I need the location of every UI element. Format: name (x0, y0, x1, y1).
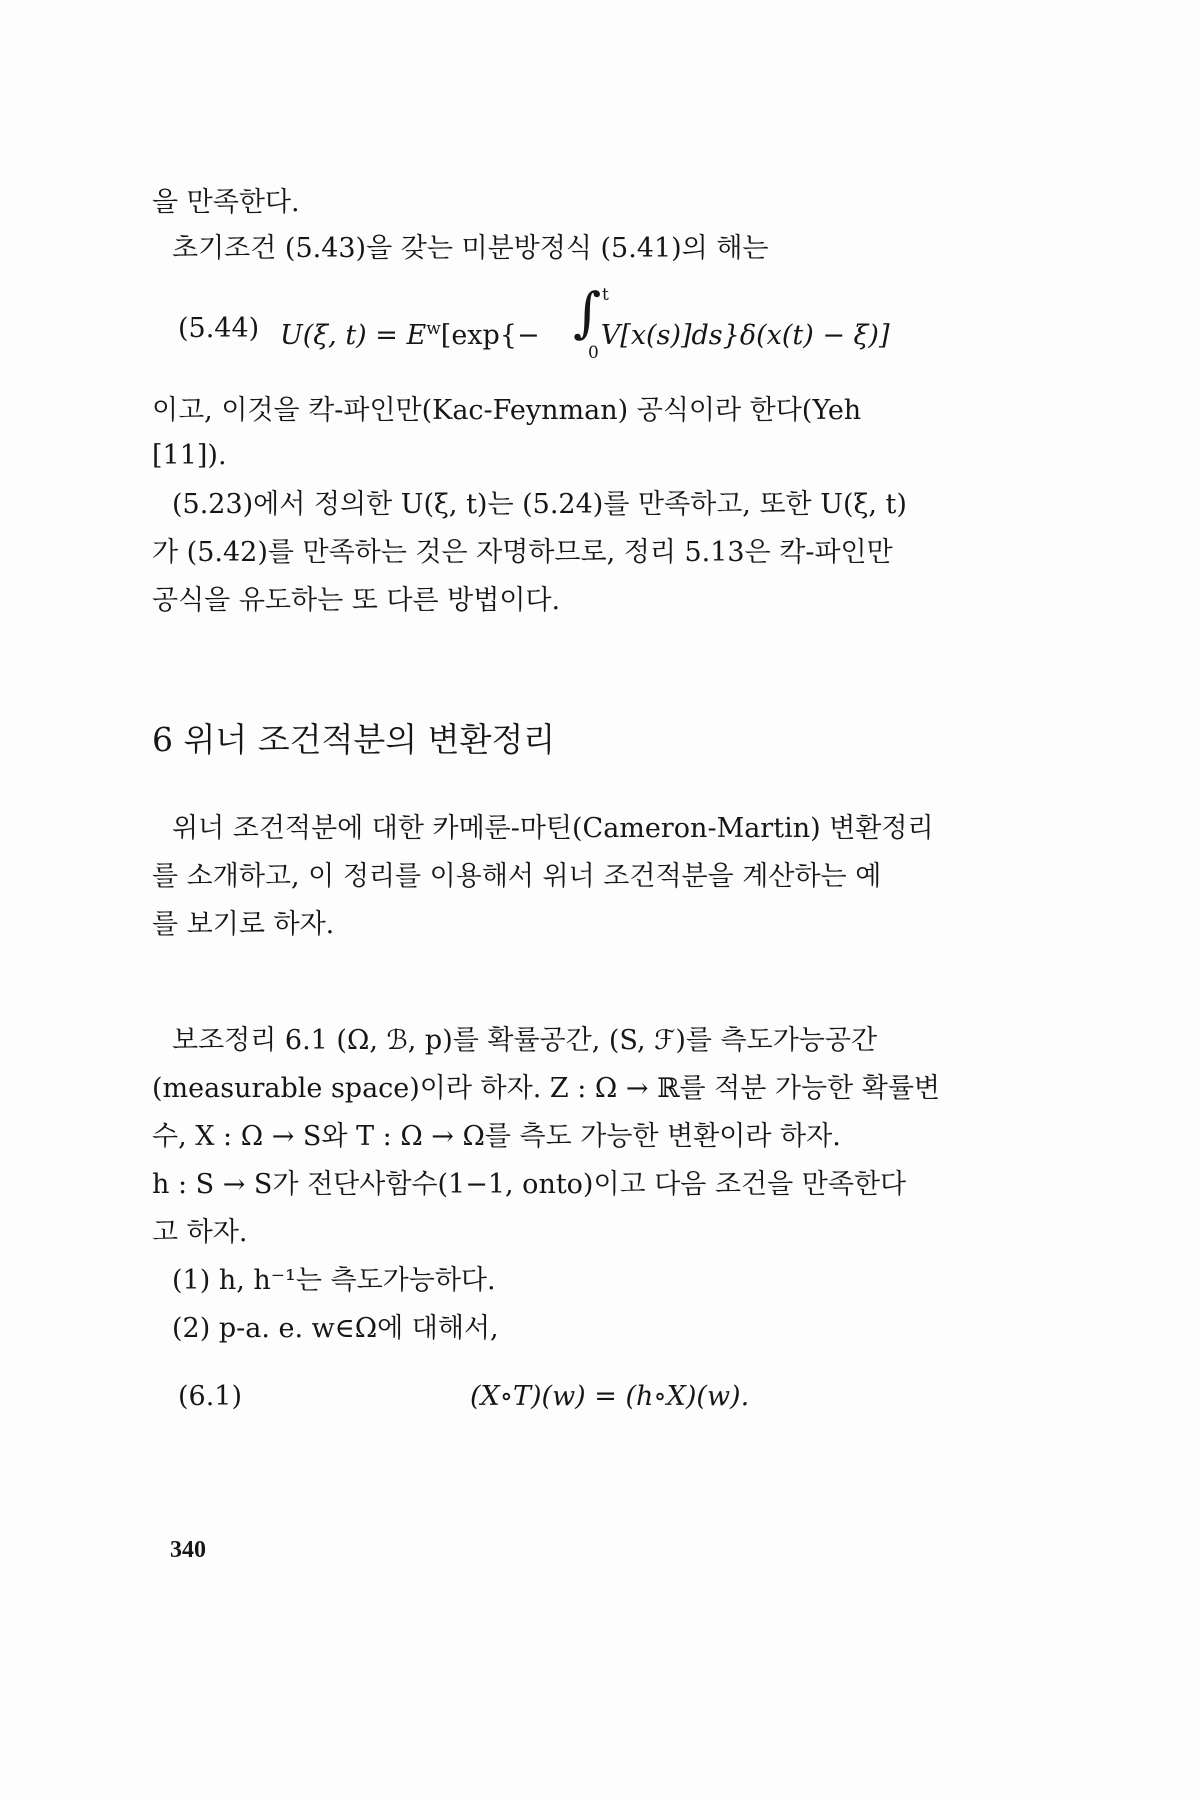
paragraph-line: (5.23)에서 정의한 U(ξ, t)는 (5.24)를 만족하고, 또한 U(ξ, t) (172, 489, 907, 520)
integral-lower-limit: 0 (588, 343, 599, 363)
equation-right: V[x(s)]ds}δ(x(t) − ξ)] (600, 320, 890, 351)
lemma-line: 고 하자. (152, 1217, 248, 1248)
lemma-condition: (1) h, h⁻¹는 측도가능하다. (172, 1265, 496, 1296)
lemma-line: 보조정리 6.1 (Ω, ℬ, p)를 확률공간, (S, ℱ)를 측도가능공간 (172, 1025, 878, 1056)
section-body-line: 를 보기로 하자. (152, 909, 335, 940)
lemma-line: h : S → S가 전단사함수(1−1, onto)이고 다음 조건을 만족한다 (152, 1169, 907, 1200)
equation-superscript: w (426, 319, 441, 339)
paragraph-line: [11]). (152, 440, 227, 471)
paragraph-line: 초기조건 (5.43)을 갖는 미분방정식 (5.41)의 해는 (172, 233, 769, 264)
equation-label: (5.44) (178, 313, 260, 344)
equation-left: U(ξ, t) = E (280, 320, 427, 351)
integral-upper-limit: t (602, 285, 609, 305)
paragraph-line: 이고, 이것을 칵-파인만(Kac-Feynman) 공식이라 한다(Yeh (152, 395, 862, 426)
paragraph-line: 가 (5.42)를 만족하는 것은 자명하므로, 정리 5.13은 칵-파인만 (152, 537, 893, 568)
section-body-line: 위너 조건적분에 대한 카메룬-마틴(Cameron-Martin) 변환정리 (172, 813, 934, 844)
lemma-line: 수, X : Ω → S와 T : Ω → Ω를 측도 가능한 변환이라 하자. (152, 1121, 841, 1152)
section-body-line: 를 소개하고, 이 정리를 이용해서 위너 조건적분을 계산하는 예 (152, 861, 882, 892)
equation-middle: [exp{− (440, 320, 540, 351)
paragraph-line: 을 만족한다. (152, 187, 300, 218)
paragraph-line: 공식을 유도하는 또 다른 방법이다. (152, 585, 561, 616)
page-number: 340 (170, 1537, 206, 1563)
integral-icon: ∫ (573, 281, 602, 344)
lemma-line: (measurable space)이라 하자. Z : Ω → ℝ를 적분 가능한 확률변 (152, 1073, 941, 1104)
section-heading: 6 위너 조건적분의 변환정리 (152, 720, 556, 759)
equation-6-1: (X∘T)(w) = (h∘X)(w). (470, 1381, 750, 1412)
lemma-condition: (2) p-a. e. w∈Ω에 대해서, (172, 1313, 499, 1344)
equation-label: (6.1) (178, 1381, 243, 1412)
